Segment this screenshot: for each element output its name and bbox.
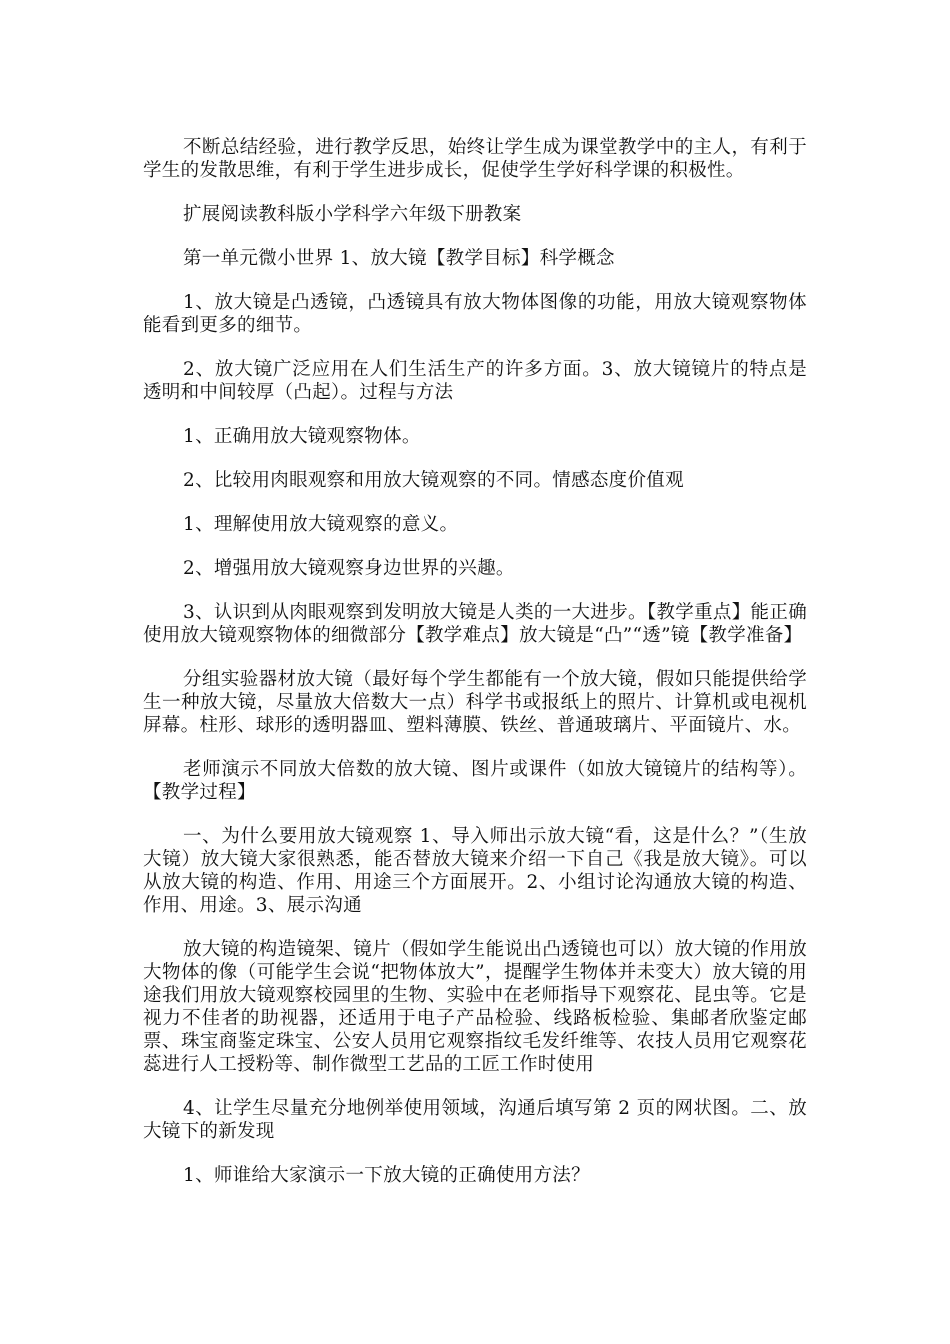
paragraph-method-1: 1、正确用放大镜观察物体。	[183, 426, 421, 447]
document-body	[143, 136, 807, 1208]
paragraph-concept-2: 2、放大镜广泛应用在人们生活生产的许多方面。3、放大镜镜片的特点是透明和中间较厚（凸起）。过程与方法	[143, 359, 807, 403]
paragraph-method-2: 2、比较用肉眼观察和用放大镜观察的不同。情感态度价值观	[183, 470, 684, 491]
paragraph-question: 1、师谁给大家演示一下放大镜的正确使用方法？	[183, 1165, 590, 1186]
paragraph-materials: 分组实验器材放大镜（最好每个学生都能有一个放大镜，假如只能提供给学生一种放大镜，尽量放大倍数大一点）科学书或报纸上的照片、计算机或电视机屏幕。柱形、球形的透明器皿、塑料薄膜、铁丝、普通玻璃片、平面镜片、水。	[143, 669, 807, 736]
paragraph-concept-1: 1、放大镜是凸透镜，凸透镜具有放大物体图像的功能，用放大镜观察物体能看到更多的细节。	[143, 292, 807, 336]
paragraph-process-1: 一、为什么要用放大镜观察 1、导入师出示放大镜“看，这是什么？”（生放大镜）放大镜大家很熟悉，能否替放大镜来介绍一下自己《我是放大镜》。可以从放大镜的构造、作用、用途三个方面展开。2、小组讨论沟通放大镜的构造、作用、用途。3、展示沟通	[143, 826, 807, 916]
paragraph-attitude-2: 2、增强用放大镜观察身边世界的兴趣。	[183, 558, 515, 579]
paragraph-step-4: 4、让学生尽量充分地例举使用领域，沟通后填写第 2 页的网状图。二、放大镜下的新发现	[143, 1098, 807, 1142]
paragraph-summary: 不断总结经验，进行教学反思，始终让学生成为课堂教学中的主人，有利于学生的发散思维，有利于学生进步成长，促使学生学好科学课的积极性。	[143, 137, 807, 181]
paragraph-unit-title: 第一单元微小世界 1、放大镜【教学目标】科学概念	[183, 248, 615, 269]
paragraph-attitude-1: 1、理解使用放大镜观察的意义。	[183, 514, 459, 535]
paragraph-extended-reading: 扩展阅读教科版小学科学六年级下册教案	[183, 204, 522, 225]
paragraph-structure: 放大镜的构造镜架、镜片（假如学生能说出凸透镜也可以）放大镜的作用放大物体的像（可能学生会说“把物体放大”，提醒学生物体并未变大）放大镜的用途我们用放大镜观察校园里的生物、实验中在老师指导下观察花、昆虫等。它是视力不佳者的助视器，还适用于电子产品检验、线路板检验、集邮者欣鉴定邮票、珠宝商鉴定珠宝、公安人员用它观察指纹毛发纤维等、农技人员用它观察花蕊进行人工授粉等、制作微型工艺品的工匠工作时使用	[143, 939, 807, 1075]
paragraph-teacher-demo: 老师演示不同放大倍数的放大镜、图片或课件（如放大镜镜片的结构等）。【教学过程】	[143, 759, 807, 803]
paragraph-attitude-3: 3、认识到从肉眼观察到发明放大镜是人类的一大进步。【教学重点】能正确使用放大镜观察物体的细微部分【教学难点】放大镜是“凸”“透”镜【教学准备】	[143, 602, 807, 646]
